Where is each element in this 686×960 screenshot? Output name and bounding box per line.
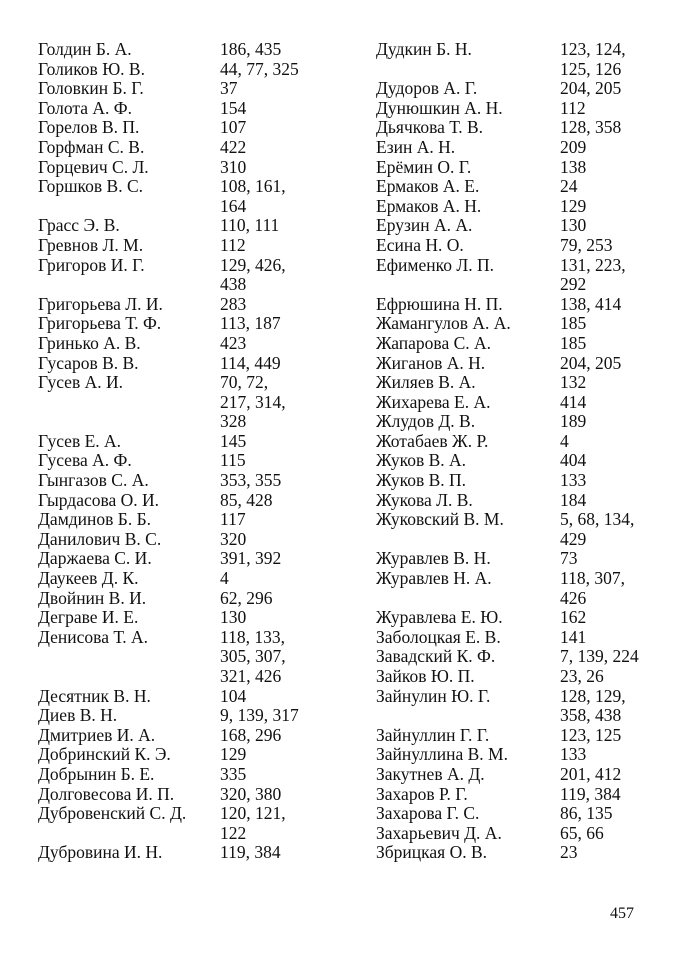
index-entry-name: Жуков В. А. [376, 450, 467, 471]
index-entry-pages: 353, 355 [220, 470, 282, 491]
index-entry [376, 549, 666, 569]
index-entry [376, 314, 666, 334]
index-entry [38, 40, 338, 60]
index-entry [38, 628, 338, 687]
index-entry-pages: 23, 26 [560, 666, 604, 686]
index-entry-name: Денисова Т. А. [38, 626, 149, 647]
index-entry-name: Дунюшкин А. Н. [376, 97, 503, 118]
index-entry-name: Жамангулов А. А. [376, 313, 511, 334]
index-entry [376, 745, 666, 765]
index-entry [376, 824, 666, 844]
index-entry [376, 471, 666, 491]
index-entry [38, 765, 338, 785]
index-entry-pages: 168, 296 [220, 724, 282, 745]
index-entry [376, 843, 666, 863]
index-entry-pages: 123, 124, 125, 126 [560, 39, 626, 79]
index-entry-name: Грасс Э. В. [38, 215, 120, 236]
index-entry-pages: 422 [220, 136, 247, 157]
index-entry [38, 471, 338, 491]
index-entry-name: Григорьева Л. И. [38, 293, 163, 314]
index-entry [376, 628, 666, 648]
index-entry [376, 451, 666, 471]
index-entry-pages: 70, 72, 217, 314, 328 [220, 372, 286, 432]
index-entry-pages: 133 [560, 744, 587, 765]
index-entry-pages: 5, 68, 134, 429 [560, 509, 635, 549]
index-entry-pages: 107 [220, 117, 247, 138]
index-entry-pages: 9, 139, 317 [220, 705, 299, 726]
index-entry-pages: 128, 129, 358, 438 [560, 685, 626, 726]
index-entry [38, 354, 338, 374]
index-entry-pages: 37 [220, 78, 238, 99]
index-entry [38, 608, 338, 628]
index-entry [38, 334, 338, 354]
index-entry [38, 158, 338, 178]
index-entry-name: Жапарова С. А. [376, 332, 492, 353]
index-entry [38, 314, 338, 334]
index-entry-name: Горфман С. В. [38, 136, 145, 157]
index-entry-name: Зайков Ю. П. [376, 666, 475, 686]
index-entry-pages: 204, 205 [560, 352, 622, 373]
index-entry-name: Добрынин Б. Е. [38, 763, 155, 784]
index-entry-pages: 108, 161, 164 [220, 176, 286, 216]
index-entry-name: Журавлев В. Н. [376, 548, 491, 569]
index-entry-name: Гринько А. В. [38, 332, 141, 353]
index-entry-pages: 186, 435 [220, 39, 282, 59]
index-entry-name: Жихарева Е. А. [376, 391, 491, 412]
index-entry-pages: 129, 426, 438 [220, 254, 286, 295]
index-entry [376, 687, 666, 726]
index-entry [38, 373, 338, 432]
index-entry-name: Захарьевич Д. А. [376, 822, 502, 843]
index-entry [38, 451, 338, 471]
index-entry-pages: 189 [560, 411, 587, 432]
index-entry-pages: 209 [560, 136, 587, 157]
index-entry [38, 491, 338, 511]
index-entry-pages: 335 [220, 763, 247, 784]
index-entry-name: Даржаева С. И. [38, 548, 152, 569]
index-entry [38, 687, 338, 707]
index-entry-pages: 128, 358 [560, 117, 622, 138]
index-column-left [38, 40, 338, 863]
index-entry-pages: 185 [560, 313, 587, 334]
index-entry [376, 138, 666, 158]
index-entry [38, 138, 338, 158]
index-entry-pages: 123, 125 [560, 724, 622, 745]
index-entry-pages: 283 [220, 293, 247, 314]
index-entry [38, 726, 338, 746]
index-entry [38, 745, 338, 765]
index-entry-pages: 131, 223, 292 [560, 254, 626, 295]
index-entry-pages: 391, 392 [220, 548, 282, 569]
index-entry-name: Ермаков А. Е. [376, 176, 480, 197]
index-entry-name: Дубровенский С. Д. [38, 803, 187, 824]
index-entry [38, 118, 338, 138]
index-entry-name: Жотабаев Ж. Р. [376, 430, 489, 451]
index-entry-name: Гусев А. И. [38, 372, 123, 393]
index-entry-name: Ермаков А. Н. [376, 195, 482, 216]
index-entry-name: Гусев Е. А. [38, 430, 122, 451]
index-entry-pages: 44, 77, 325 [220, 58, 299, 79]
index-entry-pages: 129 [560, 195, 587, 216]
index-entry-pages: 119, 384 [560, 783, 621, 804]
index-entry-name: Жиганов А. Н. [376, 352, 486, 373]
index-entry-pages: 65, 66 [560, 822, 604, 843]
index-column-right [376, 40, 666, 863]
index-entry-pages: 118, 133, 305, 307, 321, 426 [220, 626, 286, 686]
index-entry-name: Заболоцкая Е. В. [376, 626, 501, 647]
index-entry-name: Данилович В. С. [38, 528, 162, 549]
index-entry-name: Захарова Г. С. [376, 803, 480, 824]
index-entry-name: Двойнин В. И. [38, 587, 147, 608]
index-entry-pages: 423 [220, 332, 247, 353]
index-entry-name: Даукеев Д. К. [38, 568, 139, 589]
index-entry-name: Добринский К. Э. [38, 744, 171, 765]
index-entry-name: Зайнуллин Г. Г. [376, 724, 490, 745]
index-entry-pages: 73 [560, 548, 578, 569]
index-entry-pages: 62, 296 [220, 587, 273, 608]
index-entry-pages: 104 [220, 685, 247, 706]
index-entry-pages: 7, 139, 224 [560, 646, 639, 667]
index-entry-pages: 133 [560, 470, 587, 491]
index-entry-pages: 85, 428 [220, 489, 273, 510]
index-entry-pages: 119, 384 [220, 842, 281, 863]
index-entry-name: Жиляев В. А. [376, 372, 476, 393]
index-entry-name: Езин А. Н. [376, 136, 456, 157]
index-entry-name: Десятник В. Н. [38, 685, 151, 706]
index-entry [376, 118, 666, 138]
index-entry [376, 197, 666, 217]
index-entry-name: Завадский К. Ф. [376, 646, 496, 667]
index-entry-pages: 112 [220, 234, 246, 255]
index-entry-name: Горшков В. С. [38, 176, 144, 197]
index-entry-pages: 130 [220, 607, 247, 628]
index-entry-pages: 86, 135 [560, 803, 613, 824]
index-entry-name: Голиков Ю. В. [38, 58, 145, 79]
index-entry-pages: 154 [220, 97, 247, 118]
index-entry [38, 79, 338, 99]
index-entry [376, 765, 666, 785]
index-entry-name: Голдин Б. А. [38, 39, 132, 59]
index-entry-name: Збрицкая О. В. [376, 842, 488, 863]
index-entry-name: Горцевич С. Л. [38, 156, 149, 177]
index-entry-pages: 129 [220, 744, 247, 765]
index-entry-pages: 117 [220, 509, 246, 530]
index-entry-pages: 4 [560, 430, 569, 451]
index-entry-name: Гусева А. Ф. [38, 450, 132, 471]
index-entry [38, 785, 338, 805]
index-entry-name: Зайнулин Ю. Г. [376, 685, 491, 706]
index-entry-pages: 138, 414 [560, 293, 622, 314]
index-entry-pages: 141 [560, 626, 587, 647]
index-entry-name: Жлудов Д. В. [376, 411, 476, 432]
index-entry-pages: 114, 449 [220, 352, 281, 373]
index-entry [376, 216, 666, 236]
index-entry-name: Головкин Б. Г. [38, 78, 144, 99]
index-entry-name: Гусаров В. В. [38, 352, 139, 373]
index-entry-name: Ерёмин О. Г. [376, 156, 472, 177]
index-entry [376, 491, 666, 511]
index-entry-pages: 4 [220, 568, 229, 589]
index-entry-name: Журавлев Н. А. [376, 568, 492, 589]
index-entry [376, 412, 666, 432]
index-entry-name: Дубровина И. Н. [38, 842, 163, 863]
index-entry-pages: 130 [560, 215, 587, 236]
index-entry [376, 236, 666, 256]
index-entry [38, 549, 338, 569]
index-entry [376, 804, 666, 824]
index-entry-name: Голота А. Ф. [38, 97, 132, 118]
index-entry-name: Дудоров А. Г. [376, 78, 478, 99]
index-entry-pages: 23 [560, 842, 578, 863]
index-entry [38, 589, 338, 609]
index-entry [38, 216, 338, 236]
index-entry-pages: 404 [560, 450, 587, 471]
index-entry-name: Журавлева Е. Ю. [376, 607, 503, 628]
index-entry [376, 256, 666, 295]
index-entry-pages: 138 [560, 156, 587, 177]
index-entry-pages: 162 [560, 607, 587, 628]
index-entry-name: Диев В. Н. [38, 705, 118, 726]
index-entry [376, 295, 666, 315]
index-entry-name: Жуковский В. М. [376, 509, 504, 530]
index-entry [38, 177, 338, 216]
index-entry [376, 354, 666, 374]
index-entry-name: Ерузин А. А. [376, 215, 473, 236]
index-entry-name: Дудкин Б. Н. [376, 39, 472, 59]
index-entry-name: Гырдасова О. И. [38, 489, 160, 510]
index-entry [38, 99, 338, 119]
index-entry-pages: 115 [220, 450, 246, 471]
index-entry [376, 785, 666, 805]
index-entry-name: Зайнуллина В. М. [376, 744, 508, 765]
index-entry [376, 510, 666, 549]
index-entry-pages: 201, 412 [560, 763, 622, 784]
index-entry [38, 60, 338, 80]
index-entry-pages: 24 [560, 176, 578, 197]
index-entry [38, 256, 338, 295]
index-entry-name: Есина Н. О. [376, 234, 464, 255]
index-entry-pages: 320, 380 [220, 783, 282, 804]
index-entry-pages: 112 [560, 97, 586, 118]
index-entry-name: Гревнов Л. М. [38, 234, 144, 255]
index-entry-pages: 79, 253 [560, 234, 613, 255]
index-entry-name: Долговесова И. П. [38, 783, 175, 804]
index-entry [376, 667, 666, 687]
index-entry [376, 99, 666, 119]
index-entry [38, 295, 338, 315]
index-entry [376, 158, 666, 178]
index-entry [376, 726, 666, 746]
index-entry [376, 393, 666, 413]
index-entry-pages: 132 [560, 372, 587, 393]
index-entry [38, 706, 338, 726]
index-entry [38, 804, 338, 843]
index-entry [38, 432, 338, 452]
index-entry [376, 79, 666, 99]
index-entry [376, 373, 666, 393]
index-entry-name: Захаров Р. Г. [376, 783, 468, 804]
index-entry-name: Гынгазов С. А. [38, 470, 149, 491]
index-entry-name: Григоров И. Г. [38, 254, 145, 275]
index-entry [376, 647, 666, 667]
index-entry [38, 236, 338, 256]
index-entry-name: Дамдинов Б. Б. [38, 509, 152, 530]
index-entry [376, 608, 666, 628]
index-entry-name: Ефрюшина Н. П. [376, 293, 503, 314]
index-entry-pages: 120, 121, 122 [220, 803, 286, 843]
index-entry [376, 177, 666, 197]
index-entry-pages: 320 [220, 528, 247, 549]
index-entry [38, 569, 338, 589]
page-number: 457 [610, 905, 634, 922]
index-entry-pages: 110, 111 [220, 215, 280, 236]
index-entry-name: Горелов В. П. [38, 117, 140, 138]
index-entry-pages: 414 [560, 391, 587, 412]
index-entry [376, 40, 666, 79]
index-entry [38, 510, 338, 530]
index-entry [38, 843, 338, 863]
index-entry [376, 432, 666, 452]
index-entry-name: Григорьева Т. Ф. [38, 313, 162, 334]
index-entry-name: Жукова Л. В. [376, 489, 473, 510]
index-entry-name: Деграве И. Е. [38, 607, 139, 628]
index-entry [376, 569, 666, 608]
index-entry-pages: 145 [220, 430, 247, 451]
index-entry-name: Закутнев А. Д. [376, 763, 485, 784]
index-entry-pages: 184 [560, 489, 587, 510]
index-entry [376, 334, 666, 354]
index-entry-name: Жуков В. П. [376, 470, 467, 491]
index-entry-pages: 185 [560, 332, 587, 353]
index-entry-pages: 204, 205 [560, 78, 622, 99]
index-entry-pages: 310 [220, 156, 247, 177]
index-entry-name: Дьячкова Т. В. [376, 117, 484, 138]
index-entry-name: Дмитриев И. А. [38, 724, 156, 745]
index-entry-name: Ефименко Л. П. [376, 254, 494, 275]
index-entry-pages: 113, 187 [220, 313, 281, 334]
index-entry-pages: 118, 307, 426 [560, 568, 625, 608]
index-entry [38, 530, 338, 550]
